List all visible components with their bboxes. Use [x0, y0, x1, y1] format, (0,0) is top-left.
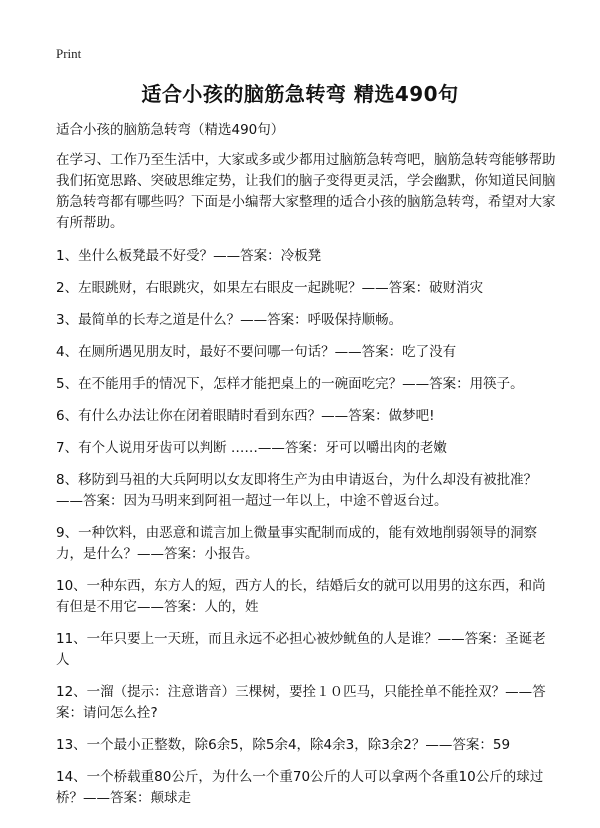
riddle-item-11: 11、一年只要上一天班，而且永远不必担心被炒鱿鱼的人是谁？——答案：圣诞老人 — [56, 631, 546, 668]
riddle-item-5: 5、在不能用手的情况下，怎样才能把桌上的一碗面吃完？——答案：用筷子。 — [56, 376, 524, 392]
intro-paragraph: 在学习、工作乃至生活中，大家或多或少都用过脑筋急转弯吧，脑筋急转弯能够帮助我们拓宽思路、突破思维定势，让我们的脑子变得更灵活，学会幽默，你知道民间脑筋急转弯都有哪些吗？下面是小编帮大家整理的适合小孩的脑筋急转弯，希望对大家有所帮助。 — [56, 152, 556, 231]
riddle-item-13: 13、一个最小正整数，除6余5，除5余4，除4余3，除3余2？——答案：59 — [56, 737, 511, 753]
document-subtitle: 适合小孩的脑筋急转弯（精选490句） — [56, 122, 285, 138]
riddle-item-10: 10、一种东西，东方人的短，西方人的长，结婚后女的就可以用男的这东西，和尚有但是不用它——答案：人的，姓 — [56, 578, 546, 615]
riddle-item-3: 3、最简单的长寿之道是什么？——答案：呼吸保持顺畅。 — [56, 312, 403, 328]
print-link[interactable]: Print — [56, 46, 82, 61]
riddle-item-4: 4、在厕所遇见朋友时，最好不要问哪一句话？——答案：吃了没有 — [56, 344, 457, 360]
riddle-item-1: 1、坐什么板凳最不好受？——答案：冷板凳 — [56, 248, 322, 264]
document-body — [56, 120, 556, 820]
riddle-item-2: 2、左眼跳财，右眼跳灾，如果左右眼皮一起跳呢？——答案：破财消灾 — [56, 280, 484, 296]
riddle-item-8: 8、移防到马祖的大兵阿明以女友即将生产为由申请返台，为什么却没有被批准？——答案：因为马明来到阿祖一超过一年以上，中途不曾返台过。 — [56, 472, 538, 509]
riddle-item-9: 9、一种饮料，由恶意和谎言加上微量事实配制而成的，能有效地削弱领导的洞察力，是什么？——答案：小报告。 — [56, 525, 538, 562]
riddle-item-6: 6、有什么办法让你在闭着眼睛时看到东西？——答案：做梦吧! — [56, 408, 435, 424]
riddle-item-12: 12、一溜（提示：注意谐音）三棵树，要拴１０匹马，只能拴单不能拴双？——答案：请问怎么拴? — [56, 684, 546, 721]
document-title: 适合小孩的脑筋急转弯 精选490句 — [141, 82, 459, 106]
riddle-item-7: 7、有个人说用牙齿可以判断 ……——答案：牙可以嚼出肉的老嫩 — [56, 440, 447, 456]
riddle-item-14: 14、一个桥载重80公斤，为什么一个重70公斤的人可以拿两个各重10公斤的球过桥？——答案：颠球走 — [56, 769, 544, 806]
